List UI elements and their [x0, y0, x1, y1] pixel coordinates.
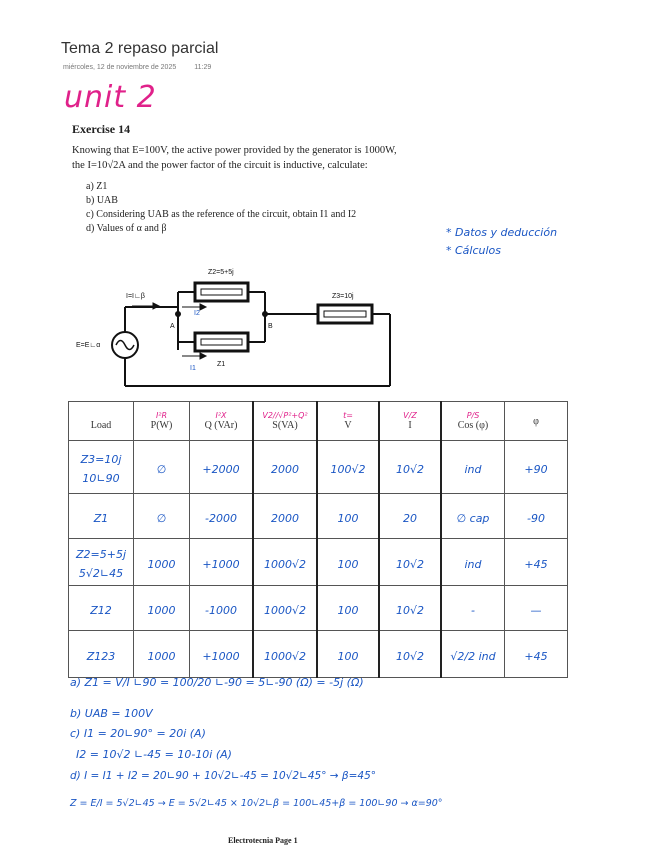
- table-cell: 100: [337, 603, 359, 617]
- z1-resistor: [195, 333, 248, 351]
- z3-resistor: [318, 305, 372, 323]
- question-list: [86, 180, 356, 236]
- question-item: b) UAB: [86, 195, 118, 206]
- table-cell: Z1: [93, 511, 109, 525]
- table-cell: 10√2: [395, 462, 424, 476]
- table-cell: -2000: [205, 511, 237, 525]
- solution-line: c) I1 = 20∟90° = 20i (A): [70, 727, 206, 740]
- table-cell: +90: [524, 462, 548, 476]
- table-cell: Z12: [90, 603, 112, 617]
- statement-line: Knowing that E=100V, the active power provided by the generator is 1000W,: [72, 145, 397, 156]
- table-cell: +2000: [202, 462, 240, 476]
- table-cell: Z123: [86, 649, 116, 663]
- table-cell: +45: [524, 649, 548, 663]
- note-item: * Datos y deducción: [446, 226, 558, 239]
- circuit-label-source: E=E∟α: [76, 342, 101, 349]
- circuit-label-z3: Z3=10j: [332, 293, 354, 300]
- table-cell: 1000√2: [263, 603, 306, 617]
- power-table: [68, 401, 568, 678]
- circuit-label-z1: Z1: [217, 361, 226, 368]
- table-cell: +1000: [202, 557, 240, 571]
- table-cell: 100: [337, 511, 359, 525]
- table-cell: —: [530, 603, 542, 617]
- table-row: [69, 441, 568, 494]
- table-header-cell: Load: [69, 402, 134, 441]
- circuit-label-i2: I2: [194, 310, 200, 317]
- table-cell: ∅: [156, 511, 167, 525]
- handwritten-heading: unit 2: [64, 80, 157, 115]
- table-cell: 100: [337, 649, 359, 663]
- table-cell: 1000: [147, 557, 176, 571]
- solution-line: Z = E/I = 5√2∟45 → E = 5√2∟45 × 10√2∟β = 100∟45+β = 100∟90 → α=90°: [70, 798, 443, 809]
- handwritten-notes: [446, 224, 557, 260]
- question-item: c) Considering UAB as the reference of the circuit, obtain I1 and I2: [86, 209, 357, 220]
- table-cell: 100√2: [330, 462, 366, 476]
- table-row: [69, 539, 568, 586]
- table-cell: +45: [524, 557, 548, 571]
- table-cell: ind: [464, 557, 482, 571]
- table-body: [69, 441, 568, 678]
- table-cell: Z2=5+5j 5√2∟45: [75, 548, 127, 580]
- table-cell: 20: [403, 511, 417, 525]
- circuit-diagram: [70, 262, 400, 392]
- table-row: [69, 494, 568, 539]
- table-header-cell: t= V: [317, 402, 379, 441]
- table-header-cell: V/Z I: [379, 402, 441, 441]
- circuit-label-i: I=I∟β: [126, 293, 145, 300]
- table-header-cell: P/S Cos (φ): [441, 402, 505, 441]
- table-cell: √2/2 ind: [450, 649, 496, 663]
- question-item: d) Values of α and β: [86, 223, 167, 234]
- table-cell: Z3=10j 10∟90: [80, 453, 122, 485]
- node-b-dot: [262, 311, 268, 317]
- table-header-cell: I²X Q (VAr): [190, 402, 254, 441]
- table-cell: 1000√2: [263, 557, 306, 571]
- statement-line: the I=10√2A and the power factor of the circuit is inductive, calculate:: [72, 160, 368, 171]
- table-cell: 10√2: [395, 649, 424, 663]
- table-cell: 10√2: [395, 557, 424, 571]
- table-cell: 1000: [147, 649, 176, 663]
- page-time: 11:29: [194, 64, 212, 71]
- table-header-cell: I²R P(W): [134, 402, 190, 441]
- exercise-statement: [72, 143, 432, 173]
- page-timestamp: [63, 64, 211, 71]
- circuit-label-z2: Z2=5+5j: [208, 269, 234, 276]
- table-cell: 100: [337, 557, 359, 571]
- table-cell: 10√2: [395, 603, 424, 617]
- note-item: * Cálculos: [446, 244, 502, 257]
- exercise-title: Exercise 14: [72, 122, 131, 136]
- solution-line: d) I = I1 + I2 = 20∟90 + 10√2∟-45 = 10√2∟45° → β=45°: [70, 770, 377, 782]
- question-item: a) Z1: [86, 181, 108, 192]
- page-date: miércoles, 12 de noviembre de 2025: [63, 64, 177, 71]
- table-header-cell: V2//√P²+Q² S(VA): [253, 402, 317, 441]
- table-row: [69, 586, 568, 631]
- circuit-label-i1: I1: [190, 365, 196, 372]
- solution-line: a) Z1 = V/I ∟90 = 100/20 ∟-90 = 5∟-90 (Ω) = -5j (Ω): [70, 676, 364, 689]
- table-cell: 2000: [271, 511, 299, 525]
- table-cell: +1000: [202, 649, 240, 663]
- table-cell: 2000: [271, 462, 299, 476]
- table-cell: 1000: [147, 603, 176, 617]
- table-cell: ind: [464, 462, 482, 476]
- table-header-row: [69, 402, 568, 441]
- circuit-label-b: B: [268, 323, 273, 330]
- page-footer: Electrotecnia Page 1: [228, 836, 298, 845]
- circuit-label-a: A: [170, 323, 175, 330]
- table-cell: 1000√2: [263, 649, 306, 663]
- table-header-cell: φ: [505, 402, 568, 441]
- page-title: Tema 2 repaso parcial: [61, 40, 219, 57]
- node-a-dot: [175, 311, 181, 317]
- table-cell: ∅: [156, 462, 167, 476]
- table-row: [69, 631, 568, 678]
- z2-resistor: [195, 283, 248, 301]
- table-cell: -90: [527, 511, 545, 525]
- solution-line: b) UAB = 100V: [70, 707, 153, 720]
- solution-line: I2 = 10√2 ∟-45 = 10-10i (A): [76, 748, 232, 761]
- table-cell: -: [471, 603, 475, 617]
- table-cell: -1000: [205, 603, 237, 617]
- table-cell: ∅ cap: [456, 511, 490, 525]
